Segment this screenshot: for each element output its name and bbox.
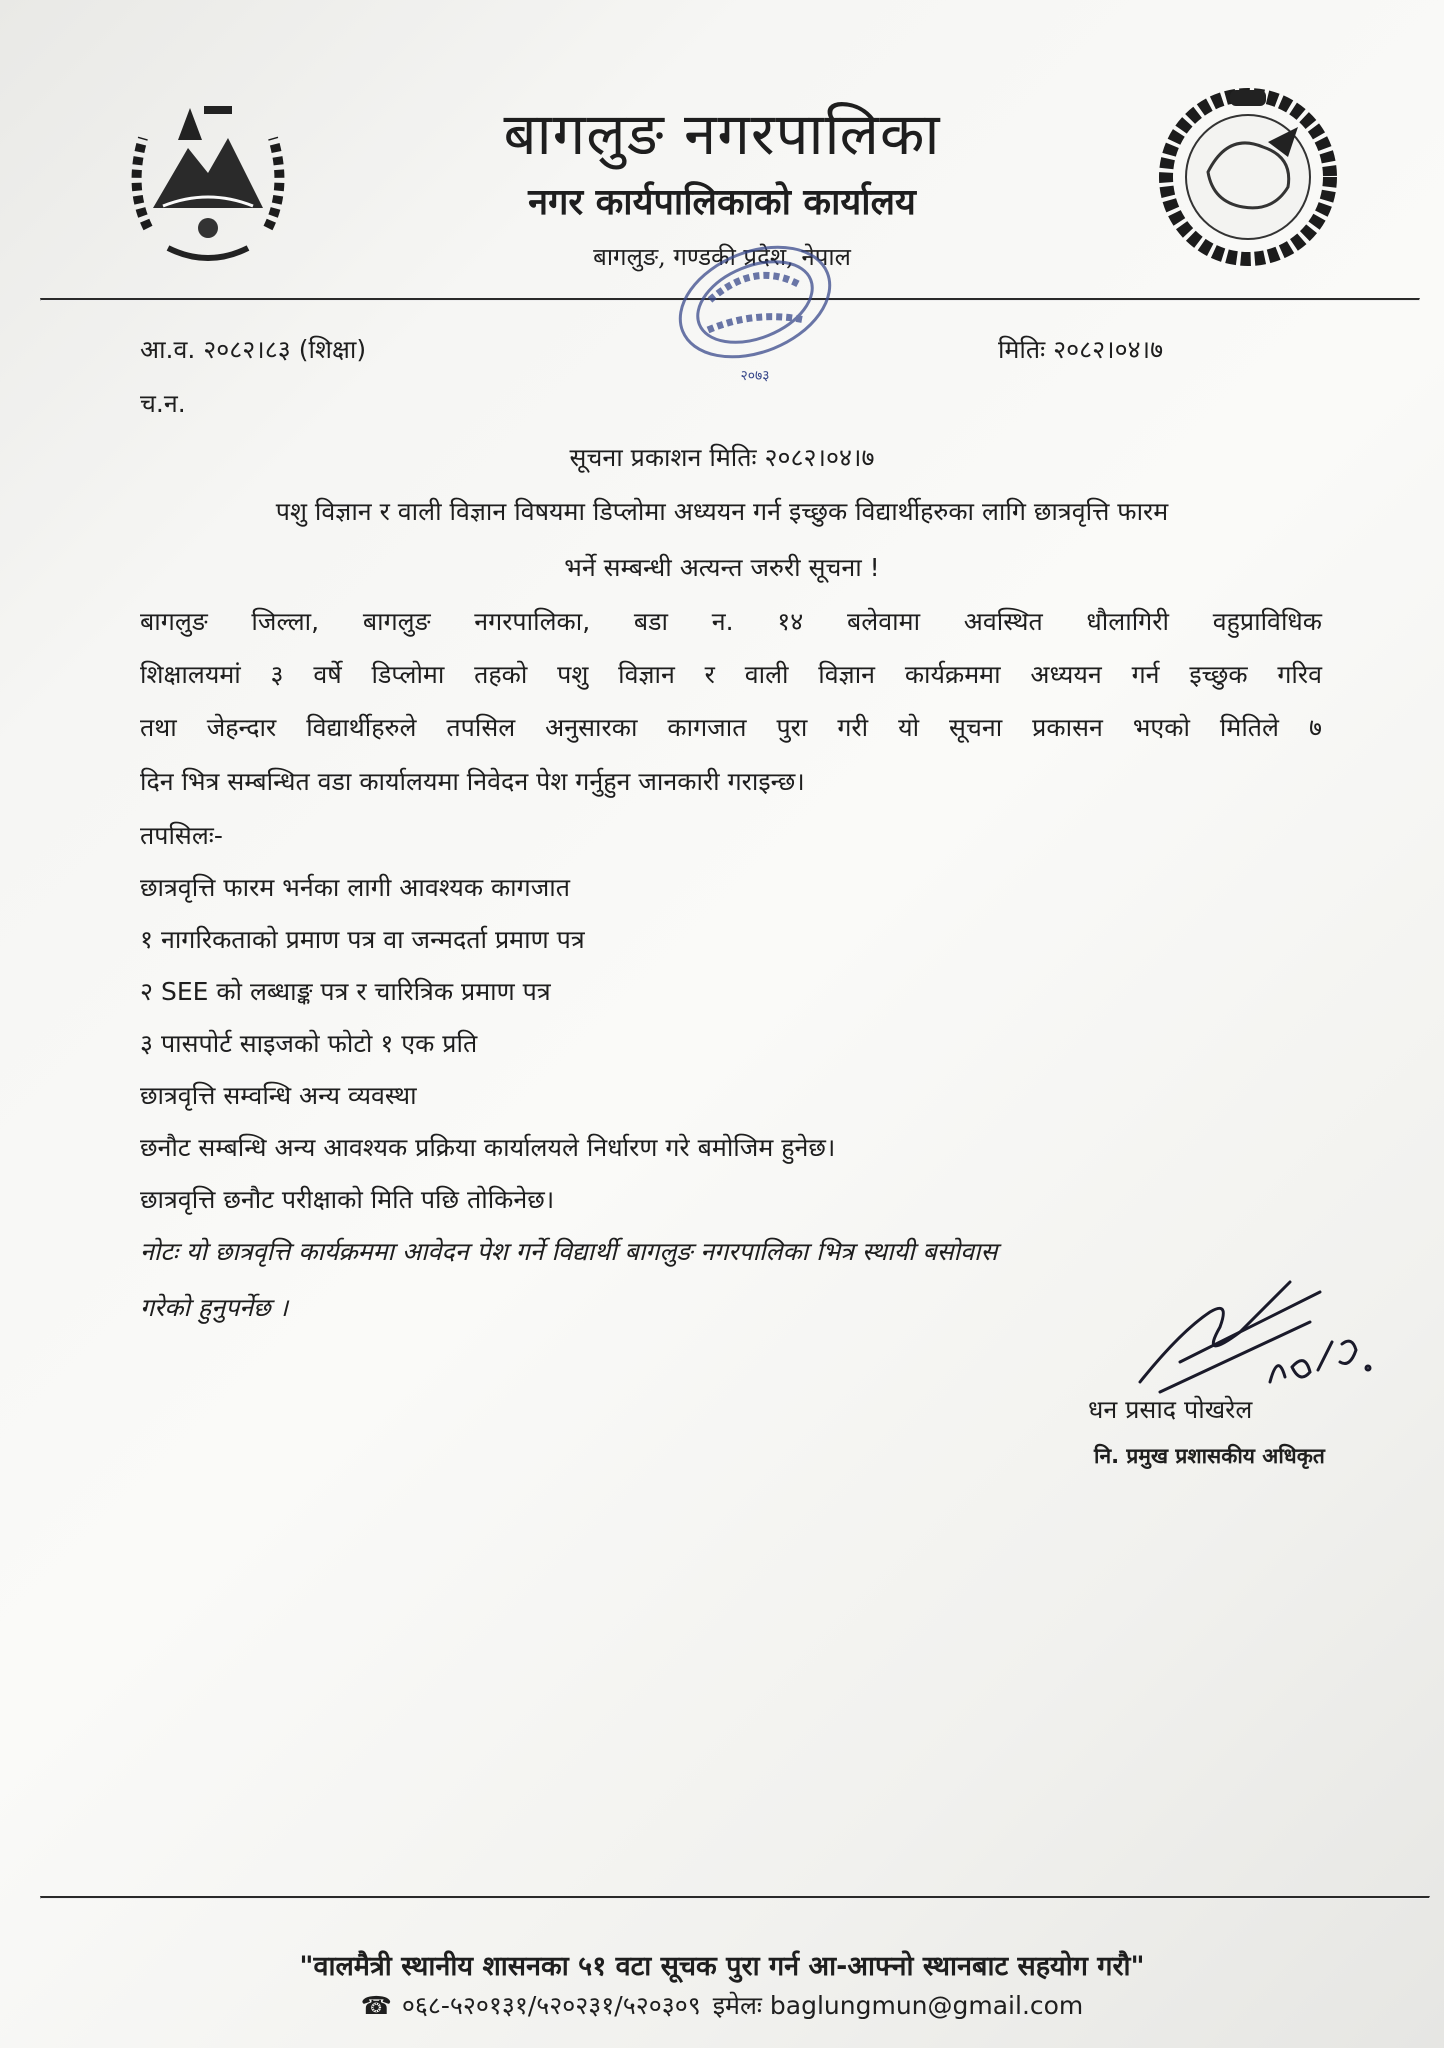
email-label: इमेलः [712,1991,762,2020]
selection-process-text: छनौट सम्बन्धि अन्य आवश्यक प्रक्रिया कार्यालयले निर्धारण गरे बमोजिम हुनेछ। [140,1133,836,1162]
dispatch-number: च.न. [140,389,186,418]
document-list-item: ३ पासपोर्ट साइजको फोटो १ एक प्रति [140,1029,478,1058]
notice-subject-line: पशु विज्ञान र वाली विज्ञान विषयमा डिप्लोमा अध्ययन गर्न इच्छुक विद्यार्थीहरुका लागि छात्रवृत्ति फारम [275,497,1169,526]
notice-paragraph-line: तथा जेहन्दार विद्यार्थीहरुले तपसिल अनुसारका कागजात पुरा गरी यो सूचना प्रकासन भएको मितिले ७ [140,713,1322,742]
note-text: नोटः यो छात्रवृत्ति कार्यक्रममा आवेदन पेश गर्ने विद्यार्थी बागलुङ नगरपालिका भित्र स्थायी बसोवास [140,1237,998,1266]
note-text: गरेको हुनुपर्नेछ । [140,1293,289,1322]
telephone-icon: ☎ [360,1991,392,2020]
footer-slogan: "वालमैत्री स्थानीय शासनका ५१ वटा सूचक पुरा गर्न आ-आफ्नो स्थानबाट सहयोग गरौ" [299,1951,1145,1982]
fiscal-year-reference: आ.व. २०८२।८३ (शिक्षा) [140,335,367,364]
notice-paragraph-line: शिक्षालयमां ३ वर्षे डिप्लोमा तहको पशु विज्ञान र वाली विज्ञान कार्यक्रममा अध्ययन गर्न इच्छुक गरिव [140,660,1322,689]
document-list-item: २ SEE को लब्धाङ्क पत्र र चारित्रिक प्रमाण पत्र [140,977,551,1006]
footer-divider [40,1896,1430,1899]
municipality-name: बागलुङ नगरपालिका [503,100,941,168]
email-address[interactable]: baglungmun@gmail.com [769,1991,1084,2020]
signatory-name: धन प्रसाद पोखरेल [1088,1395,1253,1424]
document-list-item: १ नागरिकताको प्रमाण पत्र वा जन्मदर्ता प्रमाण पत्र [140,925,585,954]
exam-date-text: छात्रवृत्ति छनौट परीक्षाको मिति पछि तोकिनेछ। [140,1185,555,1214]
publication-date: सूचना प्रकाशन मितिः २०८२।०४।७ [569,443,875,472]
office-name: नगर कार्यपालिकाको कार्यालय [528,181,916,223]
notice-subject-line: भर्ने सम्बन्धी अत्यन्त जरुरी सूचना ! [564,553,880,582]
notice-paragraph-line: दिन भित्र सम्बन्धित वडा कार्यालयमा निवेदन पेश गर्नुहुन जानकारी गराइन्छ। [140,767,805,796]
office-seal-stamp [660,240,850,390]
footer-contact [0,1988,1444,2022]
other-arrangements-heading: छात्रवृत्ति सम्वन्धि अन्य व्यवस्था [140,1081,417,1110]
phone-numbers: ०६८-५२०१३१/५२०२३१/५२०३०९ [401,1991,701,2020]
letter-date: मितिः २०८२।०४।७ [998,335,1164,364]
documents-heading: छात्रवृत्ति फारम भर्नका लागी आवश्यक कागजात [140,873,571,902]
seal-year: २०७३ [740,368,770,384]
municipality-logo-icon [1148,72,1348,272]
handwritten-signature [1120,1272,1390,1402]
office-address: बागलुङ, गण्डकी प्रदेश, नेपाल [593,243,851,271]
signatory-title: नि. प्रमुख प्रशासकीय अधिकृत [1094,1444,1325,1468]
details-heading: तपसिलः- [140,821,223,850]
notice-paragraph-line: बागलुङ जिल्ला, बागलुङ नगरपालिका, बडा न. १४ बलेवामा अवस्थित धौलागिरी वहुप्राविधिक [140,607,1322,636]
